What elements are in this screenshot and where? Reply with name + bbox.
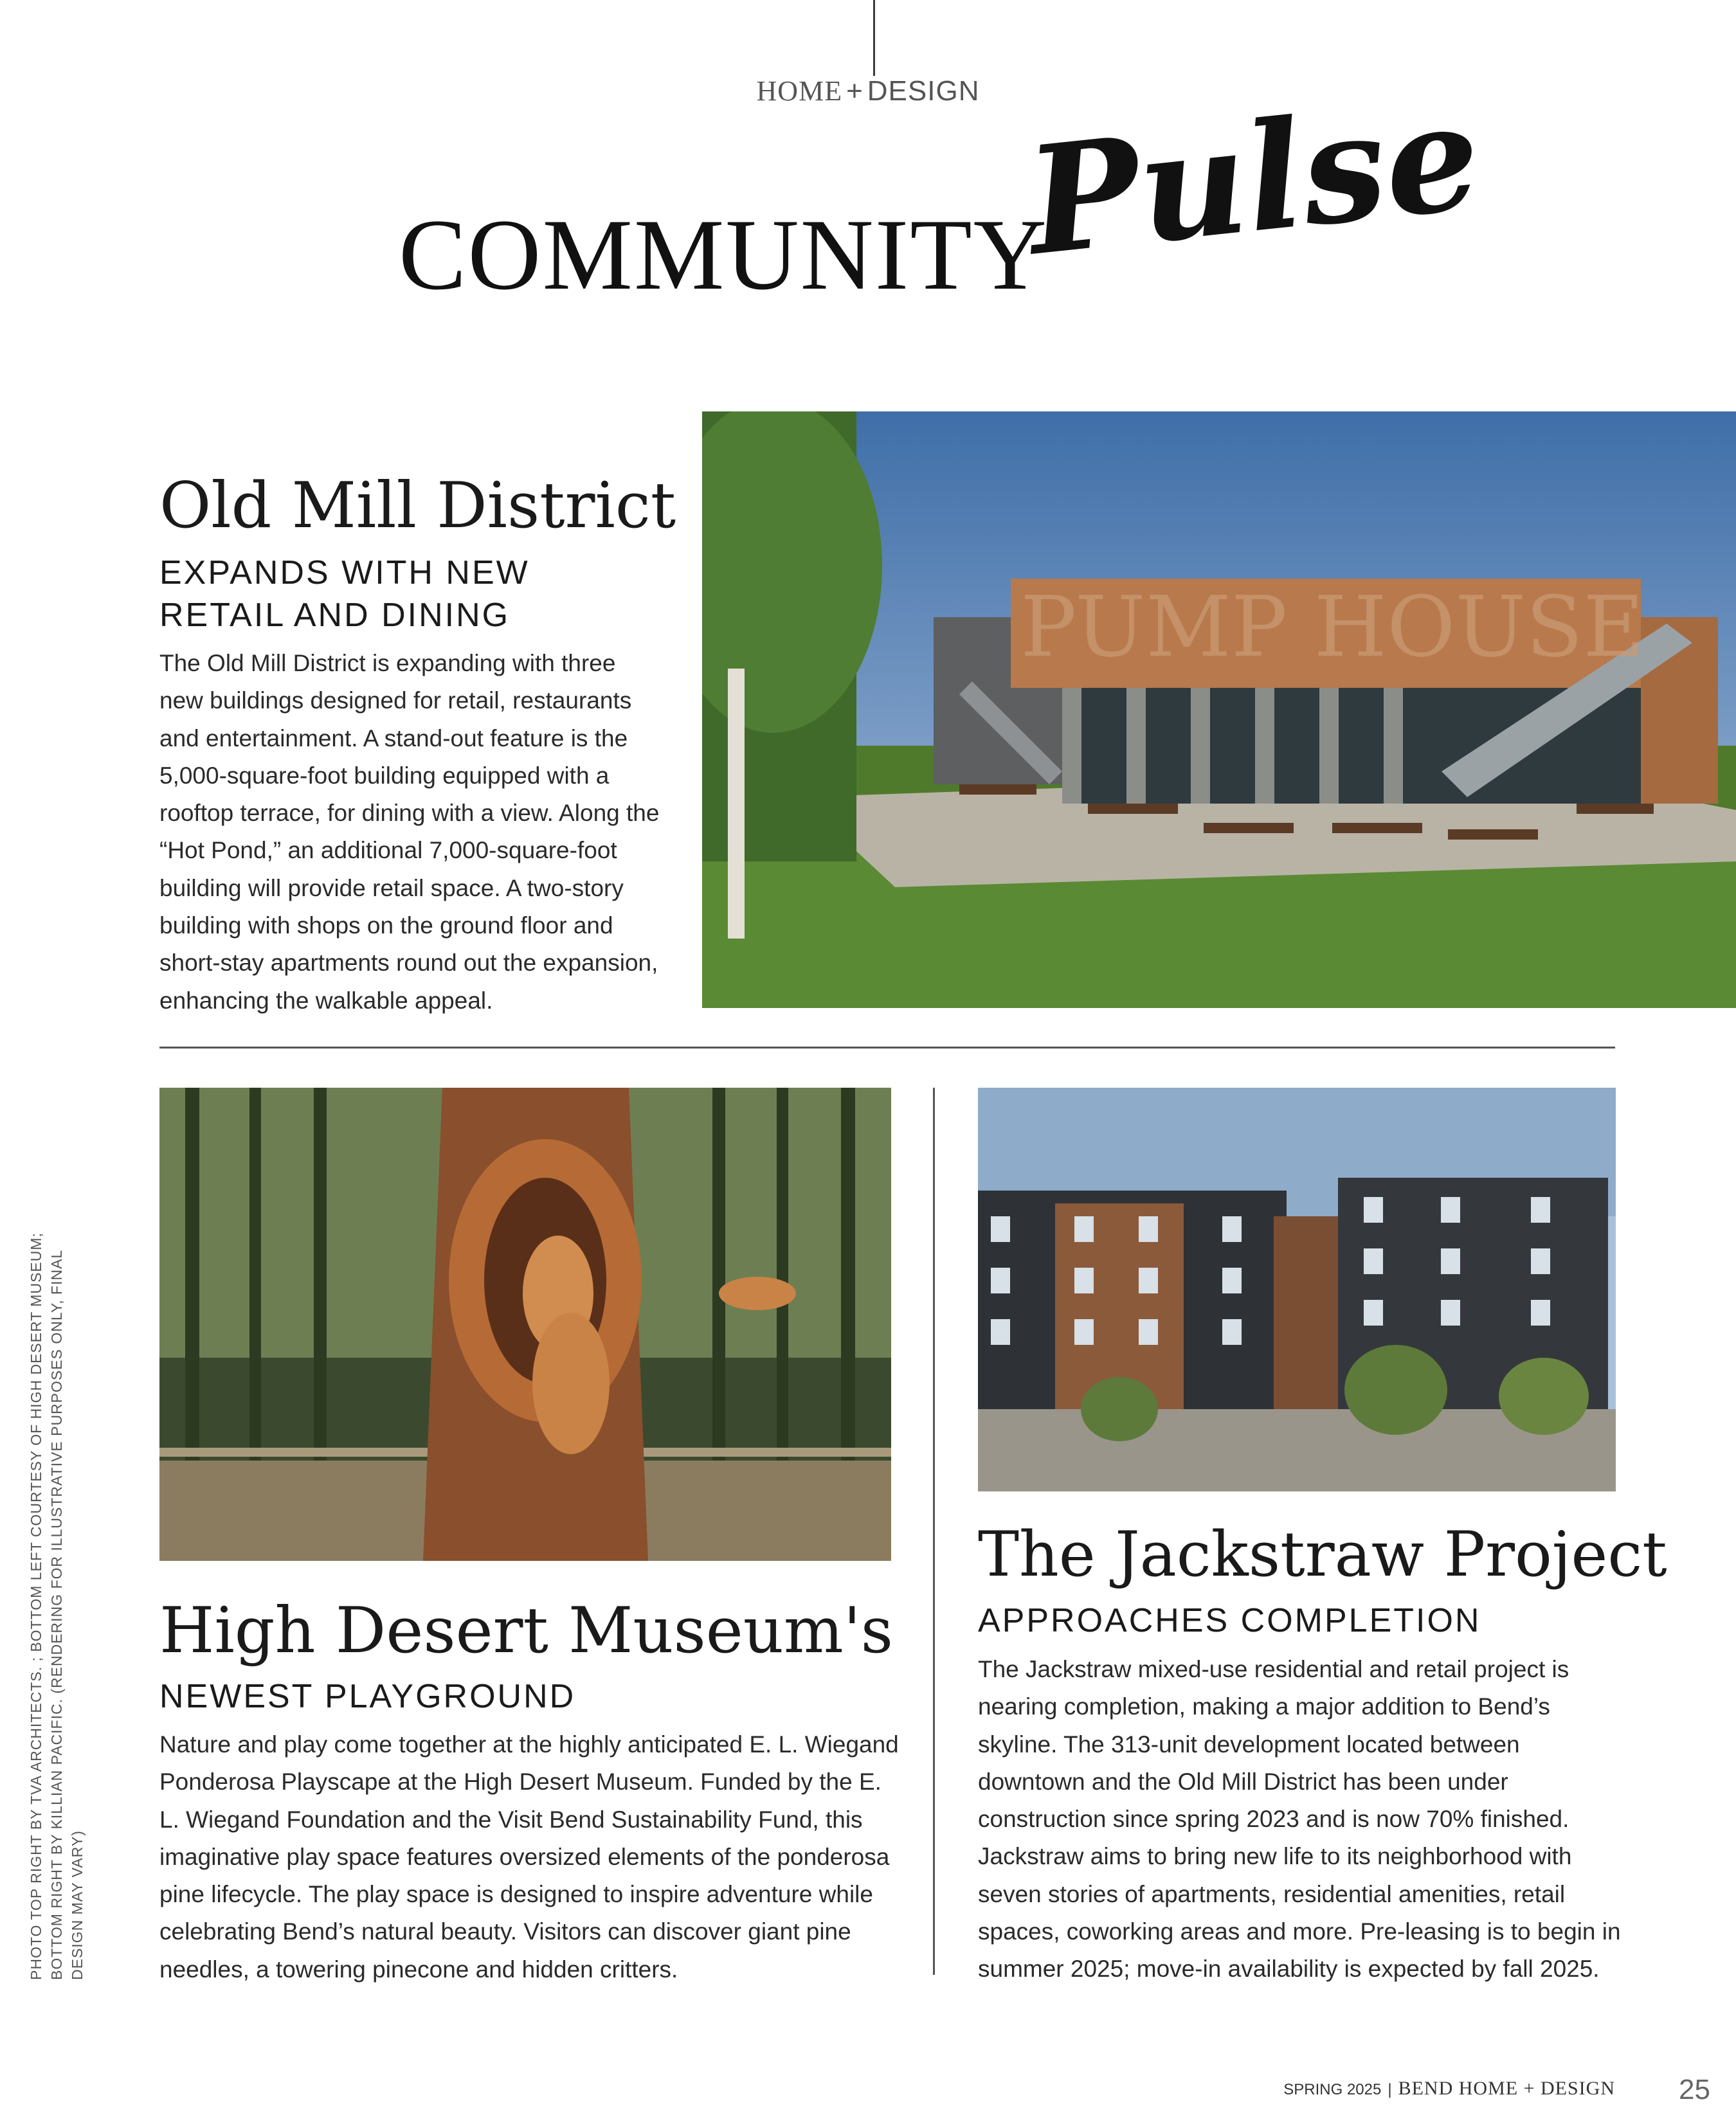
article-jackstraw-headline: The Jackstraw Project [978, 1518, 1667, 1590]
body-line: skyline. The 313-unit development located between [978, 1731, 1520, 1758]
body-line: seven stories of apartments, residential amenities, retail [978, 1880, 1566, 1907]
page-number: 25 [1679, 2074, 1710, 2105]
body-line: Ponderosa Playscape at the High Desert Museum. Funded by the E. [159, 1769, 882, 1796]
body-line: building will provide retail space. A two-story [159, 874, 624, 901]
article-museum-headline: High Desert Museum's [159, 1594, 894, 1668]
body-line: celebrating Bend’s natural beauty. Visitors can discover giant pine [159, 1918, 851, 1945]
page-title-pulse-script: Pulse [1019, 69, 1488, 289]
section-label [0, 75, 1736, 107]
photo-credit-line: DESIGN MAY VARY) [69, 1830, 86, 1980]
body-line: short-stay apartments round out the expansion, [159, 950, 658, 977]
body-line: “Hot Pond,” an additional 7,000-square-foot [159, 837, 617, 864]
subhead-line: EXPANDS WITH NEW [159, 554, 530, 591]
article-museum-body [159, 1726, 899, 1988]
article-jackstraw-subhead: APPROACHES COMPLETION [978, 1602, 1481, 1639]
footer-separator: | [1388, 2081, 1392, 2098]
body-line: downtown and the Old Mill District has been under [978, 1768, 1508, 1795]
vertical-column-divider [933, 1088, 935, 1975]
jackstraw-rendering-photo [978, 1088, 1616, 1491]
section-label-plus: + [846, 75, 863, 107]
photo-credit-line: PHOTO TOP RIGHT BY TVA ARCHITECTS. ; BOTTOM LEFT COURTESY OF HIGH DESERT MUSEUM; [28, 1232, 44, 1980]
body-line: and entertainment. A stand-out feature is the [159, 724, 628, 752]
body-line: Nature and play come together at the highly anticipated E. L. Wiegand [159, 1731, 899, 1758]
article-jackstraw-body [978, 1651, 1621, 1988]
body-line: summer 2025; move-in availability is expected by fall 2025. [978, 1956, 1600, 1983]
article-old-mill-subhead [159, 552, 530, 636]
section-label-design: DESIGN [867, 75, 980, 107]
article-old-mill-body [159, 645, 659, 1020]
top-divider-rule [873, 0, 875, 76]
body-line: new buildings designed for retail, restaurants [159, 687, 632, 714]
body-line: The Jackstraw mixed-use residential and retail project is [978, 1656, 1569, 1682]
photo-credit [26, 1144, 87, 1980]
article-old-mill-headline: Old Mill District [159, 469, 676, 543]
body-line: needles, a towering pinecone and hidden critters. [159, 1956, 678, 1983]
body-line: imaginative play space features oversized elements of the ponderosa [159, 1843, 890, 1870]
article-museum-subhead: NEWEST PLAYGROUND [159, 1678, 576, 1715]
body-line: The Old Mill District is expanding with three [159, 650, 616, 676]
body-line: L. Wiegand Foundation and the Visit Bend Sustainability Fund, this [159, 1806, 863, 1833]
horizontal-section-divider [159, 1047, 1615, 1048]
body-line: building with shops on the ground floor and [159, 912, 613, 939]
body-line: pine lifecycle. The play space is designed to inspire adventure while [159, 1881, 873, 1908]
body-line: Jackstraw aims to bring new life to its neighborhood with [978, 1843, 1572, 1870]
body-line: spaces, coworking areas and more. Pre-leasing is to begin in [978, 1918, 1621, 1945]
page-footer [1283, 2078, 1615, 2100]
body-line: construction since spring 2023 and is now 70% finished. [978, 1806, 1569, 1833]
pump-house-sign: PUMP HOUSE [1020, 578, 1645, 676]
old-mill-rendering-photo [702, 411, 1736, 1008]
photo-credit-line: BOTTOM RIGHT BY KILLIAN PACIFIC. (RENDERING FOR ILLUSTRATIVE PURPOSES ONLY, FINAL [48, 1249, 65, 1980]
subhead-line: RETAIL AND DINING [159, 597, 511, 634]
page-title-community: COMMUNITY [399, 199, 1048, 311]
body-line: rooftop terrace, for dining with a view. Along the [159, 800, 660, 827]
high-desert-museum-photo [159, 1088, 891, 1561]
footer-publication: BEND HOME + DESIGN [1398, 2078, 1615, 2099]
section-label-home: HOME [756, 75, 843, 107]
body-line: nearing completion, making a major addition to Bend’s [978, 1693, 1550, 1720]
body-line: 5,000-square-foot building equipped with a [159, 762, 610, 789]
body-line: enhancing the walkable appeal. [159, 987, 493, 1014]
footer-issue: SPRING 2025 [1283, 2081, 1382, 2098]
